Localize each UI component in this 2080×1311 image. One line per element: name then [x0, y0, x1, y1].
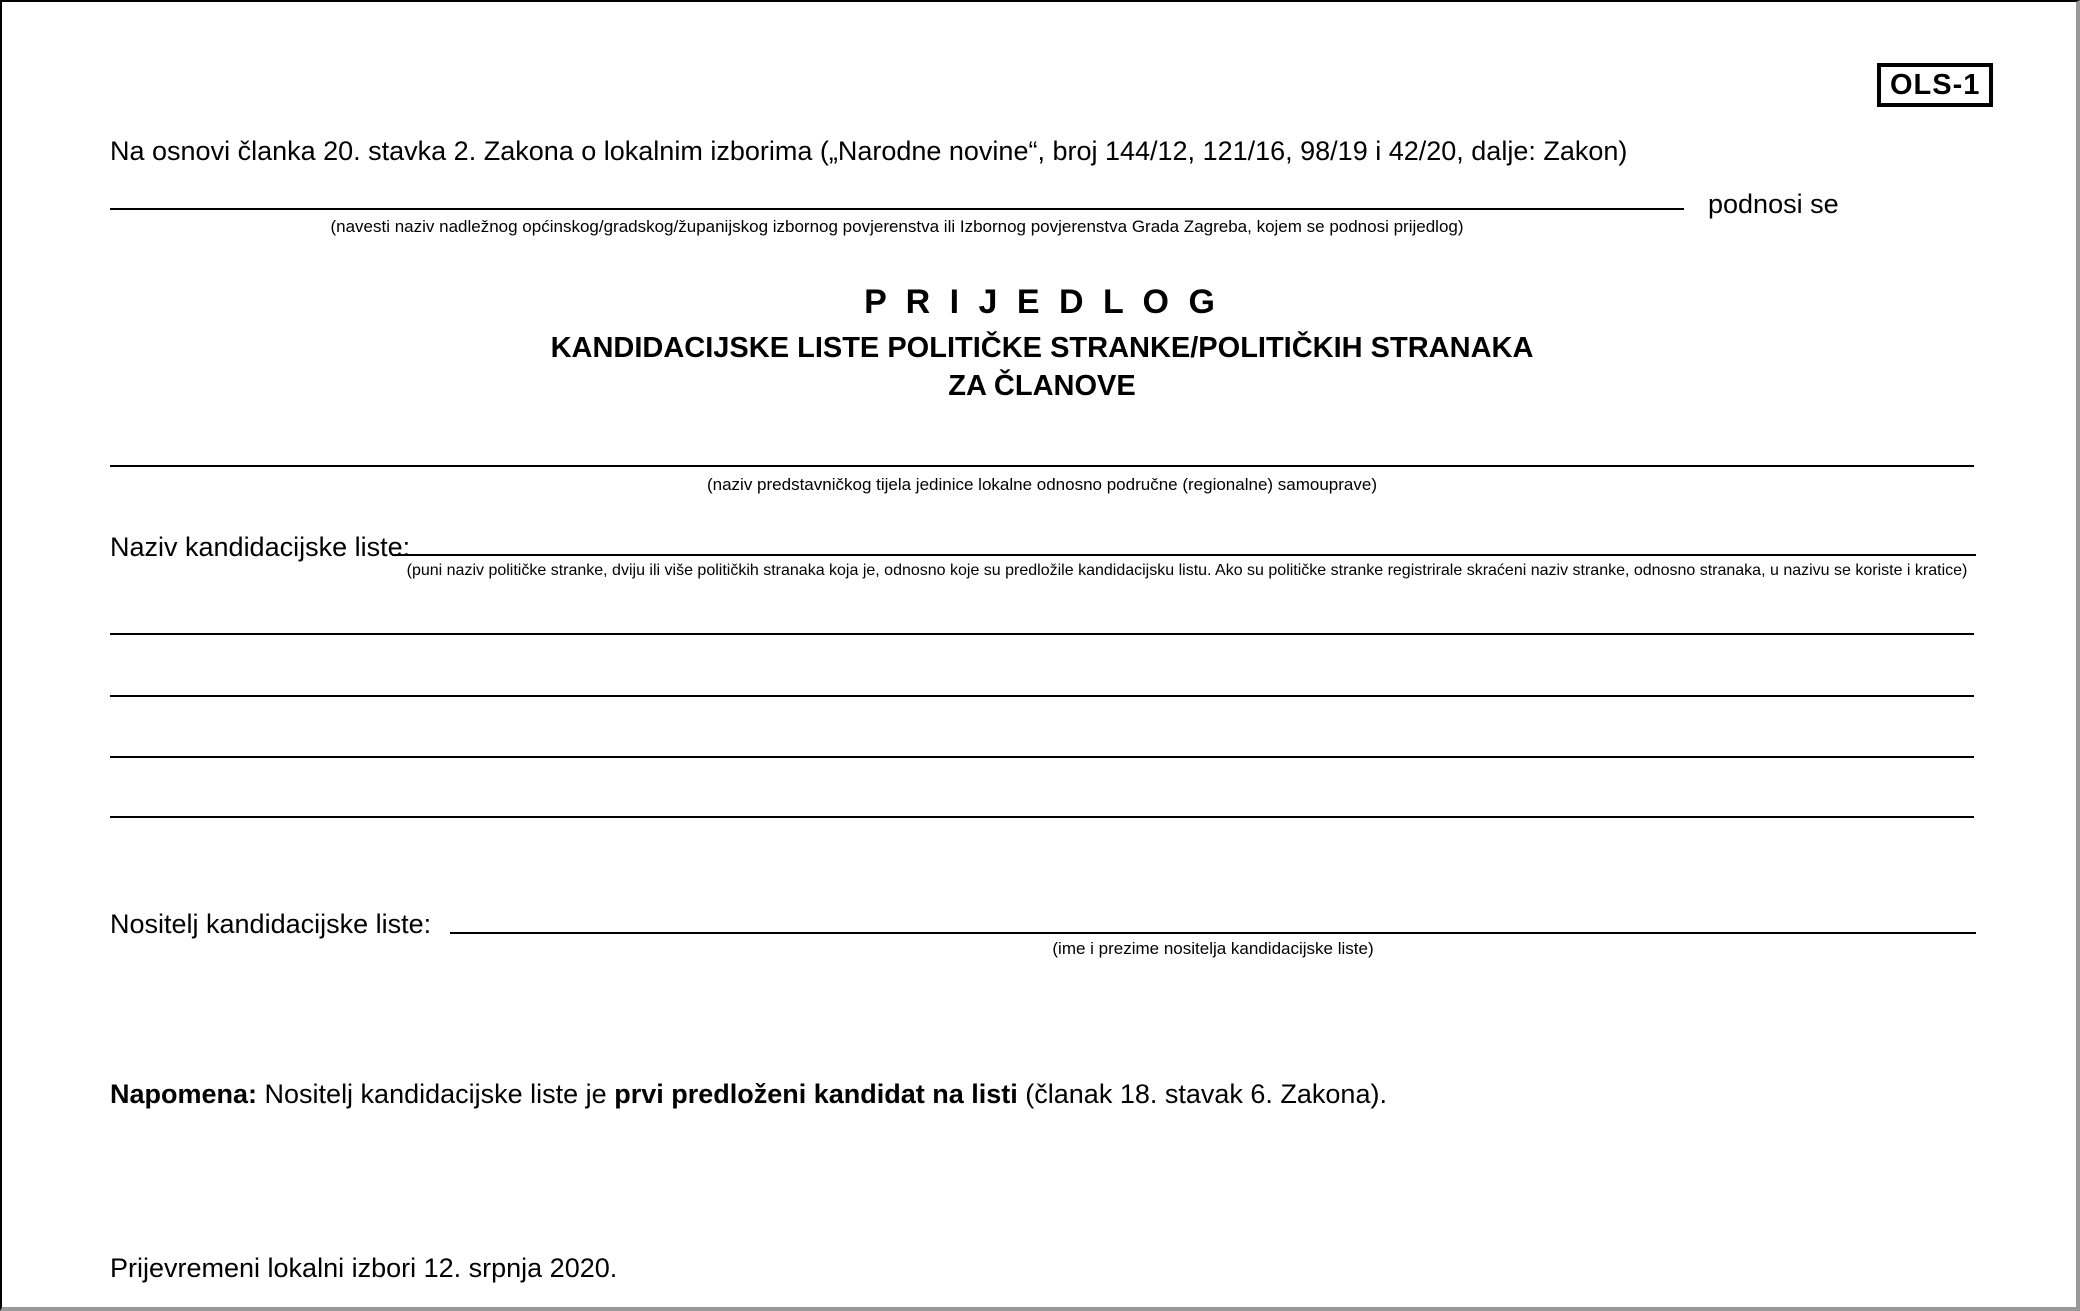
legal-basis-text: Na osnovi članka 20. stavka 2. Zakona o lokalnim izborima („Narodne novine“, broj 144/12, 121/16, 98/19 i 42/20, dalje: Zakon): [110, 136, 1628, 166]
document-title: P R I J E D L O G: [864, 283, 1220, 321]
representative-body-caption: (naziv predstavničkog tijela jedinice lokalne odnosno područne (regionalne) samouprave): [706, 475, 1377, 494]
note-label: Napomena:: [110, 1079, 258, 1109]
list-name-write-in-line: [392, 526, 1976, 556]
note-bold-text: prvi predloženi kandidat na listi: [614, 1079, 1018, 1109]
note-text-before: Nositelj kandidacijske liste je: [257, 1079, 615, 1109]
representative-body-write-in-line: [110, 437, 1974, 467]
blank-write-in-line: [110, 605, 1974, 635]
document-subtitle-line2: ZA ČLANOVE: [948, 370, 1136, 402]
blank-write-in-line: [110, 728, 1974, 758]
note-paragraph: [110, 1078, 1387, 1110]
list-holder-label: Nositelj kandidacijske liste:: [110, 909, 432, 939]
commission-name-write-in-line: [110, 180, 1684, 210]
commission-name-caption: (navesti naziv nadležnog općinskog/gradskog/županijskog izbornog povjerenstva ili Izbornog povjerenstva Grada Zagreba, kojem se podnosi prijedlog): [330, 217, 1464, 236]
blank-write-in-line: [110, 788, 1974, 818]
list-holder-write-in-line: [450, 904, 1976, 934]
document-subtitle-line1: KANDIDACIJSKE LISTE POLITIČKE STRANKE/POLITIČKIH STRANAKA: [550, 332, 1534, 364]
form-code-badge: OLS-1: [1877, 63, 1993, 107]
note-text-after: (članak 18. stavak 6. Zakona).: [1017, 1079, 1387, 1109]
podnosi-se-text: podnosi se: [1708, 189, 1839, 219]
list-name-caption: (puni naziv političke stranke, dviju ili više političkih stranaka koja je, odnosno koje su predložile kandidacijsku listu. Ako su političke stranke registrirale skraćeni naziv stranke, odnosno stranaka, u nazivu se koriste i kratice): [406, 562, 1968, 579]
election-date-text: Prijevremeni lokalni izbori 12. srpnja 2020.: [110, 1253, 618, 1283]
list-holder-caption: (ime i prezime nositelja kandidacijske liste): [1052, 939, 1374, 958]
list-name-label: Naziv kandidacijske liste:: [110, 532, 411, 562]
blank-write-in-line: [110, 667, 1974, 697]
